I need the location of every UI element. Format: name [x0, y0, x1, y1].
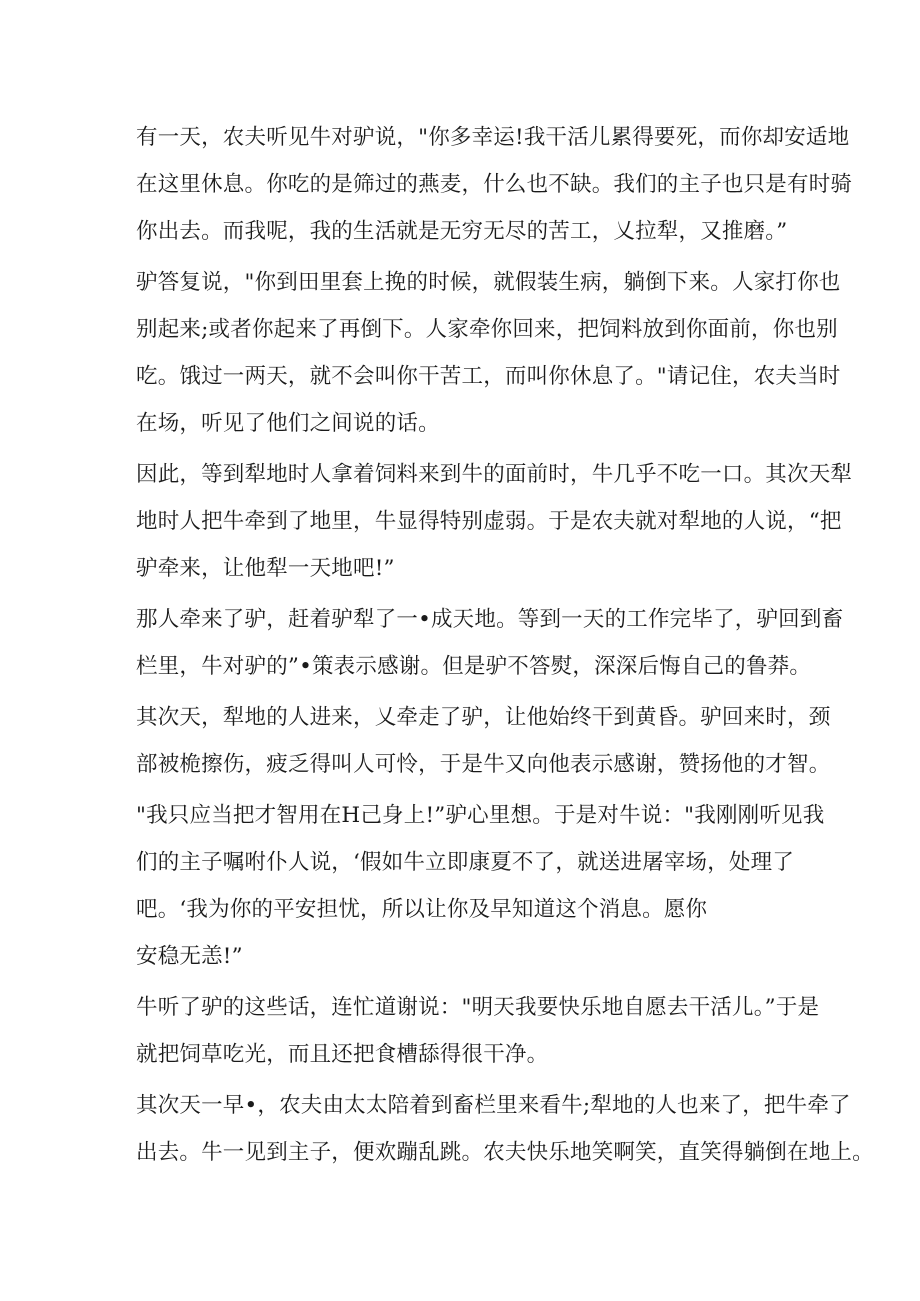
text-line: 牛听了驴的这些话，连忙道谢说："明天我要快乐地自愿去干活儿。”于是	[136, 995, 820, 1020]
text-line: "我只应当把才智用在H己身上!”驴心里想。于是对牛说："我刚刚听见我	[136, 803, 825, 828]
text-line: 部被桅擦伤，疲乏得叫人可怜，于是牛又向他表示感谢，赞扬他的才智。	[136, 752, 831, 777]
text-line: 地时人把牛牵到了地里，牛显得特别虚弱。于是农夫就对犁地的人说，“把	[136, 509, 842, 534]
text-line: 驴牵来，让他犁一天地吧!”	[136, 556, 395, 581]
text-line: 出去。牛一见到主子，便欢蹦乱跳。农夫快乐地笑啊笑，直笑得躺倒在地上。	[136, 1140, 874, 1165]
text-line: 因此，等到犁地时人拿着饲料来到牛的面前时，牛几乎不吃一口。其次天犁	[136, 462, 853, 487]
text-line: 们的主子嘱咐仆人说，‘假如牛立即康夏不了，就送进屠宰场，处理了	[136, 850, 795, 875]
text-line: 在场，听见了他们之间说的话。	[136, 411, 440, 436]
text-line: 栏里，牛对驴的”•策表示感谢。但是驴不答熨，深深后悔自己的鲁莽。	[136, 654, 812, 679]
text-line: 别起来;或者你起来了再倒下。人家牵你回来，把饲料放到你面前，你也别	[136, 317, 838, 342]
text-line: 其次天，犁地的人进来，乂牵走了驴，让他始终干到黄昏。驴回来时，颈	[136, 705, 831, 730]
text-line: 安稳无恙!”	[136, 944, 243, 969]
text-line: 你出去。而我呢，我的生活就是无穷无尽的苦工，乂拉犁，又推磨。”	[136, 219, 788, 244]
text-line: 吃。饿过一两天，就不会叫你干苦工，而叫你休息了。"请记住，农夫当时	[136, 364, 841, 389]
text-line: 那人牵来了驴，赶着驴犁了一•成天地。等到一天的工作完毕了，驴回到畜	[136, 607, 844, 632]
text-line: 其次天一早•，农夫由太太陪着到畜栏里来看牛;犁地的人也来了，把牛牵了	[136, 1093, 851, 1118]
text-line: 驴答复说，"你到田里套上挽的时候，就假装生病，躺倒下来。人家打你也	[136, 270, 841, 295]
text-line: 吧。‘我为你的平安担忧，所以让你及早知道这个消息。愿你	[136, 897, 708, 922]
text-line: 有一天，农夫听见牛对驴说，"你多幸运!我干活儿累得要死，而你却安适地	[136, 125, 850, 150]
text-line: 就把饲草吃光，而且还把食槽舔得很干净。	[136, 1042, 549, 1067]
text-line: 在这里休息。你吃的是筛过的燕麦，什么也不缺。我们的主子也只是有时骑	[136, 172, 853, 197]
